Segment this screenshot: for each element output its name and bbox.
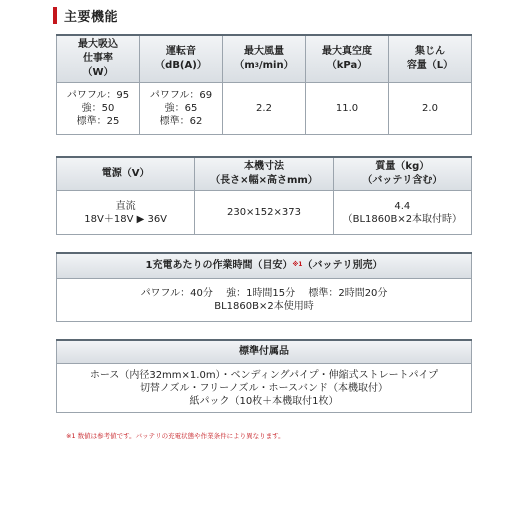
value-weight: 4.4 （BL1860B×2本取付時） <box>333 191 471 235</box>
spec-value-row <box>57 83 472 135</box>
header-max-vacuum: 最大真空度 （kPa） <box>306 35 389 83</box>
runtime-header-suffix: （バッテリ別売） <box>302 260 383 271</box>
value-suction-power: パワフル：95 強：50 標準：25 <box>57 83 140 135</box>
header-dust-capacity: 集じん 容量（L） <box>389 35 472 83</box>
value-noise-level: パワフル：69 強：65 標準：62 <box>140 83 223 135</box>
accessories-header-row <box>57 340 472 364</box>
airflow-label: 最大風量 （m <box>234 46 284 71</box>
power-header-row <box>57 157 472 191</box>
runtime-values: パワフル：40分 強：1時間15分 標準：2時間20分 BL1860B×2本使用時 <box>57 279 472 322</box>
section-title: 主要機能 <box>64 9 119 25</box>
runtime-value-row <box>57 279 472 322</box>
header-suction-power: 最大吸込 仕事率 （W） <box>57 35 140 83</box>
spec-table <box>56 34 472 135</box>
runtime-header <box>57 253 472 279</box>
title-accent-bar <box>53 7 57 24</box>
footnote: ※1 数値は参考値です。バッテリの充電状態や作業条件により異なります。 <box>66 432 285 440</box>
value-max-vacuum: 11.0 <box>306 83 389 135</box>
runtime-note-mark: ※1 <box>292 261 303 268</box>
section-header <box>53 6 118 24</box>
value-max-airflow: 2.2 <box>223 83 306 135</box>
header-max-airflow <box>223 35 306 83</box>
power-table <box>56 156 472 235</box>
accessories-list: ホース（内径32mm×1.0m）・ベンディングパイプ・伸縮式ストレートパイプ 切替ノズル・フリーノズル・ホースバンド（本機取付） 紙パック（10枚＋本機取付1枚） <box>57 364 472 413</box>
power-value-row <box>57 191 472 235</box>
accessories-value-row <box>57 364 472 413</box>
header-dimensions: 本機寸法 （長さ×幅×高さmm） <box>195 157 333 191</box>
value-power-source: 直流 18V＋18V ▶ 36V <box>57 191 195 235</box>
spec-header-row <box>57 35 472 83</box>
header-weight: 質量（kg） （バッテリ含む） <box>333 157 471 191</box>
header-noise-level: 運転音 （dB(A)） <box>140 35 223 83</box>
header-power-source: 電源（V） <box>57 157 195 191</box>
value-dimensions: 230×152×373 <box>195 191 333 235</box>
airflow-superscript: 3 <box>254 62 259 69</box>
airflow-unit: /min） <box>258 60 294 71</box>
value-dust-capacity: 2.0 <box>389 83 472 135</box>
accessories-table <box>56 339 472 413</box>
runtime-header-label: 1充電あたりの作業時間（目安） <box>145 260 293 271</box>
runtime-header-row <box>57 253 472 279</box>
runtime-table <box>56 252 472 322</box>
accessories-header: 標準付属品 <box>57 340 472 364</box>
